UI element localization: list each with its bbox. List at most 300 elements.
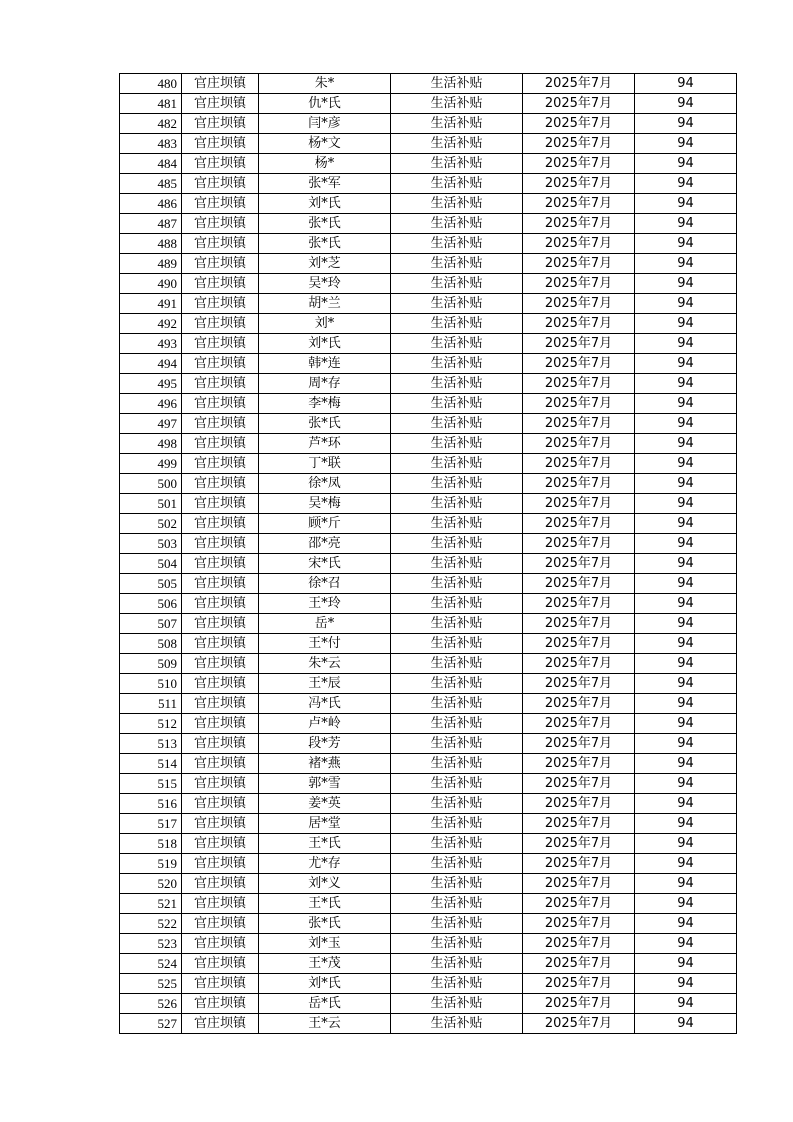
- amount-cell: 94: [635, 314, 737, 334]
- period-cell: 2025年7月: [523, 194, 635, 214]
- amount-cell: 94: [635, 234, 737, 254]
- period-cell: 2025年7月: [523, 794, 635, 814]
- recipient-name-cell: 王*氏: [259, 894, 391, 914]
- recipient-name-cell: 王*云: [259, 1014, 391, 1034]
- town-cell: 官庄坝镇: [182, 334, 259, 354]
- period-cell: 2025年7月: [523, 934, 635, 954]
- amount-cell: 94: [635, 134, 737, 154]
- town-cell: 官庄坝镇: [182, 194, 259, 214]
- row-number-cell: 516: [120, 794, 182, 814]
- period-cell: 2025年7月: [523, 654, 635, 674]
- row-number-cell: 510: [120, 674, 182, 694]
- recipient-name-cell: 褚*燕: [259, 754, 391, 774]
- period-cell: 2025年7月: [523, 774, 635, 794]
- amount-cell: 94: [635, 674, 737, 694]
- amount-cell: 94: [635, 174, 737, 194]
- subsidy-type-cell: 生活补贴: [391, 914, 523, 934]
- subsidy-type-cell: 生活补贴: [391, 654, 523, 674]
- table-row: [120, 894, 737, 914]
- amount-cell: 94: [635, 894, 737, 914]
- table-row: [120, 214, 737, 234]
- period-cell: 2025年7月: [523, 274, 635, 294]
- subsidy-type-cell: 生活补贴: [391, 214, 523, 234]
- row-number-cell: 506: [120, 594, 182, 614]
- table-row: [120, 534, 737, 554]
- period-cell: 2025年7月: [523, 734, 635, 754]
- table-row: [120, 74, 737, 94]
- subsidy-table: [119, 73, 737, 1034]
- table-row: [120, 994, 737, 1014]
- row-number-cell: 508: [120, 634, 182, 654]
- amount-cell: 94: [635, 374, 737, 394]
- table-row: [120, 454, 737, 474]
- recipient-name-cell: 徐*凤: [259, 474, 391, 494]
- recipient-name-cell: 刘*芝: [259, 254, 391, 274]
- period-cell: 2025年7月: [523, 154, 635, 174]
- subsidy-type-cell: 生活补贴: [391, 894, 523, 914]
- table-row: [120, 934, 737, 954]
- period-cell: 2025年7月: [523, 354, 635, 374]
- table-row: [120, 754, 737, 774]
- amount-cell: 94: [635, 574, 737, 594]
- table-row: [120, 94, 737, 114]
- amount-cell: 94: [635, 974, 737, 994]
- amount-cell: 94: [635, 254, 737, 274]
- table-row: [120, 494, 737, 514]
- amount-cell: 94: [635, 74, 737, 94]
- town-cell: 官庄坝镇: [182, 714, 259, 734]
- table-row: [120, 634, 737, 654]
- amount-cell: 94: [635, 694, 737, 714]
- table-row: [120, 854, 737, 874]
- amount-cell: 94: [635, 754, 737, 774]
- subsidy-type-cell: 生活补贴: [391, 514, 523, 534]
- period-cell: 2025年7月: [523, 234, 635, 254]
- recipient-name-cell: 王*辰: [259, 674, 391, 694]
- amount-cell: 94: [635, 874, 737, 894]
- town-cell: 官庄坝镇: [182, 774, 259, 794]
- amount-cell: 94: [635, 774, 737, 794]
- town-cell: 官庄坝镇: [182, 614, 259, 634]
- recipient-name-cell: 仇*氏: [259, 94, 391, 114]
- subsidy-type-cell: 生活补贴: [391, 194, 523, 214]
- recipient-name-cell: 冯*氏: [259, 694, 391, 714]
- amount-cell: 94: [635, 294, 737, 314]
- period-cell: 2025年7月: [523, 694, 635, 714]
- table-row: [120, 834, 737, 854]
- subsidy-type-cell: 生活补贴: [391, 1014, 523, 1034]
- subsidy-type-cell: 生活补贴: [391, 414, 523, 434]
- amount-cell: 94: [635, 614, 737, 634]
- town-cell: 官庄坝镇: [182, 74, 259, 94]
- recipient-name-cell: 郭*雪: [259, 774, 391, 794]
- recipient-name-cell: 岳*: [259, 614, 391, 634]
- period-cell: 2025年7月: [523, 994, 635, 1014]
- period-cell: 2025年7月: [523, 334, 635, 354]
- amount-cell: 94: [635, 914, 737, 934]
- table-row: [120, 974, 737, 994]
- subsidy-type-cell: 生活补贴: [391, 534, 523, 554]
- recipient-name-cell: 刘*玉: [259, 934, 391, 954]
- table-row: [120, 314, 737, 334]
- amount-cell: 94: [635, 194, 737, 214]
- row-number-cell: 485: [120, 174, 182, 194]
- row-number-cell: 514: [120, 754, 182, 774]
- amount-cell: 94: [635, 594, 737, 614]
- recipient-name-cell: 杨*: [259, 154, 391, 174]
- recipient-name-cell: 徐*召: [259, 574, 391, 594]
- town-cell: 官庄坝镇: [182, 554, 259, 574]
- period-cell: 2025年7月: [523, 834, 635, 854]
- amount-cell: 94: [635, 734, 737, 754]
- row-number-cell: 507: [120, 614, 182, 634]
- period-cell: 2025年7月: [523, 214, 635, 234]
- subsidy-type-cell: 生活补贴: [391, 834, 523, 854]
- row-number-cell: 496: [120, 394, 182, 414]
- subsidy-type-cell: 生活补贴: [391, 274, 523, 294]
- period-cell: 2025年7月: [523, 454, 635, 474]
- table-row: [120, 234, 737, 254]
- period-cell: 2025年7月: [523, 954, 635, 974]
- subsidy-type-cell: 生活补贴: [391, 114, 523, 134]
- row-number-cell: 505: [120, 574, 182, 594]
- amount-cell: 94: [635, 114, 737, 134]
- subsidy-type-cell: 生活补贴: [391, 814, 523, 834]
- town-cell: 官庄坝镇: [182, 294, 259, 314]
- amount-cell: 94: [635, 514, 737, 534]
- table-row: [120, 574, 737, 594]
- table-row: [120, 274, 737, 294]
- town-cell: 官庄坝镇: [182, 134, 259, 154]
- period-cell: 2025年7月: [523, 874, 635, 894]
- town-cell: 官庄坝镇: [182, 354, 259, 374]
- amount-cell: 94: [635, 934, 737, 954]
- row-number-cell: 524: [120, 954, 182, 974]
- period-cell: 2025年7月: [523, 914, 635, 934]
- period-cell: 2025年7月: [523, 534, 635, 554]
- row-number-cell: 523: [120, 934, 182, 954]
- row-number-cell: 495: [120, 374, 182, 394]
- town-cell: 官庄坝镇: [182, 154, 259, 174]
- row-number-cell: 501: [120, 494, 182, 514]
- table-row: [120, 294, 737, 314]
- recipient-name-cell: 韩*连: [259, 354, 391, 374]
- row-number-cell: 500: [120, 474, 182, 494]
- row-number-cell: 518: [120, 834, 182, 854]
- table-row: [120, 614, 737, 634]
- period-cell: 2025年7月: [523, 294, 635, 314]
- row-number-cell: 482: [120, 114, 182, 134]
- recipient-name-cell: 朱*云: [259, 654, 391, 674]
- period-cell: 2025年7月: [523, 474, 635, 494]
- amount-cell: 94: [635, 394, 737, 414]
- town-cell: 官庄坝镇: [182, 534, 259, 554]
- subsidy-type-cell: 生活补贴: [391, 734, 523, 754]
- subsidy-type-cell: 生活补贴: [391, 554, 523, 574]
- subsidy-type-cell: 生活补贴: [391, 134, 523, 154]
- recipient-name-cell: 王*氏: [259, 834, 391, 854]
- subsidy-type-cell: 生活补贴: [391, 874, 523, 894]
- table-row: [120, 154, 737, 174]
- row-number-cell: 490: [120, 274, 182, 294]
- subsidy-type-cell: 生活补贴: [391, 374, 523, 394]
- period-cell: 2025年7月: [523, 254, 635, 274]
- table-row: [120, 1014, 737, 1034]
- row-number-cell: 499: [120, 454, 182, 474]
- subsidy-type-cell: 生活补贴: [391, 934, 523, 954]
- row-number-cell: 521: [120, 894, 182, 914]
- row-number-cell: 489: [120, 254, 182, 274]
- period-cell: 2025年7月: [523, 134, 635, 154]
- amount-cell: 94: [635, 794, 737, 814]
- recipient-name-cell: 芦*环: [259, 434, 391, 454]
- town-cell: 官庄坝镇: [182, 814, 259, 834]
- row-number-cell: 493: [120, 334, 182, 354]
- row-number-cell: 526: [120, 994, 182, 1014]
- recipient-name-cell: 卢*岭: [259, 714, 391, 734]
- table-row: [120, 654, 737, 674]
- town-cell: 官庄坝镇: [182, 514, 259, 534]
- period-cell: 2025年7月: [523, 394, 635, 414]
- period-cell: 2025年7月: [523, 674, 635, 694]
- recipient-name-cell: 宋*氏: [259, 554, 391, 574]
- subsidy-type-cell: 生活补贴: [391, 334, 523, 354]
- subsidy-type-cell: 生活补贴: [391, 674, 523, 694]
- town-cell: 官庄坝镇: [182, 654, 259, 674]
- table-row: [120, 594, 737, 614]
- amount-cell: 94: [635, 714, 737, 734]
- recipient-name-cell: 张*氏: [259, 414, 391, 434]
- town-cell: 官庄坝镇: [182, 854, 259, 874]
- recipient-name-cell: 朱*: [259, 74, 391, 94]
- amount-cell: 94: [635, 474, 737, 494]
- town-cell: 官庄坝镇: [182, 994, 259, 1014]
- period-cell: 2025年7月: [523, 854, 635, 874]
- table-row: [120, 714, 737, 734]
- table-row: [120, 874, 737, 894]
- period-cell: 2025年7月: [523, 814, 635, 834]
- period-cell: 2025年7月: [523, 114, 635, 134]
- row-number-cell: 484: [120, 154, 182, 174]
- row-number-cell: 509: [120, 654, 182, 674]
- recipient-name-cell: 岳*氏: [259, 994, 391, 1014]
- row-number-cell: 517: [120, 814, 182, 834]
- subsidy-type-cell: 生活补贴: [391, 454, 523, 474]
- row-number-cell: 498: [120, 434, 182, 454]
- amount-cell: 94: [635, 274, 737, 294]
- row-number-cell: 525: [120, 974, 182, 994]
- recipient-name-cell: 刘*氏: [259, 194, 391, 214]
- subsidy-type-cell: 生活补贴: [391, 794, 523, 814]
- subsidy-type-cell: 生活补贴: [391, 974, 523, 994]
- amount-cell: 94: [635, 994, 737, 1014]
- town-cell: 官庄坝镇: [182, 634, 259, 654]
- subsidy-type-cell: 生活补贴: [391, 774, 523, 794]
- row-number-cell: 527: [120, 1014, 182, 1034]
- subsidy-type-cell: 生活补贴: [391, 474, 523, 494]
- recipient-name-cell: 闫*彦: [259, 114, 391, 134]
- subsidy-type-cell: 生活补贴: [391, 94, 523, 114]
- row-number-cell: 486: [120, 194, 182, 214]
- recipient-name-cell: 段*芳: [259, 734, 391, 754]
- amount-cell: 94: [635, 334, 737, 354]
- town-cell: 官庄坝镇: [182, 934, 259, 954]
- recipient-name-cell: 胡*兰: [259, 294, 391, 314]
- row-number-cell: 513: [120, 734, 182, 754]
- table-row: [120, 474, 737, 494]
- subsidy-type-cell: 生活补贴: [391, 354, 523, 374]
- amount-cell: 94: [635, 954, 737, 974]
- town-cell: 官庄坝镇: [182, 754, 259, 774]
- table-row: [120, 334, 737, 354]
- recipient-name-cell: 顾*斤: [259, 514, 391, 534]
- town-cell: 官庄坝镇: [182, 1014, 259, 1034]
- row-number-cell: 480: [120, 74, 182, 94]
- amount-cell: 94: [635, 654, 737, 674]
- row-number-cell: 491: [120, 294, 182, 314]
- recipient-name-cell: 周*存: [259, 374, 391, 394]
- amount-cell: 94: [635, 1014, 737, 1034]
- period-cell: 2025年7月: [523, 514, 635, 534]
- table-row: [120, 134, 737, 154]
- table-row: [120, 554, 737, 574]
- table-row: [120, 734, 737, 754]
- table-row: [120, 914, 737, 934]
- town-cell: 官庄坝镇: [182, 174, 259, 194]
- period-cell: 2025年7月: [523, 434, 635, 454]
- town-cell: 官庄坝镇: [182, 954, 259, 974]
- recipient-name-cell: 刘*氏: [259, 974, 391, 994]
- row-number-cell: 488: [120, 234, 182, 254]
- period-cell: 2025年7月: [523, 1014, 635, 1034]
- period-cell: 2025年7月: [523, 94, 635, 114]
- town-cell: 官庄坝镇: [182, 574, 259, 594]
- row-number-cell: 520: [120, 874, 182, 894]
- period-cell: 2025年7月: [523, 754, 635, 774]
- row-number-cell: 511: [120, 694, 182, 714]
- amount-cell: 94: [635, 154, 737, 174]
- row-number-cell: 483: [120, 134, 182, 154]
- recipient-name-cell: 张*氏: [259, 214, 391, 234]
- subsidy-type-cell: 生活补贴: [391, 714, 523, 734]
- period-cell: 2025年7月: [523, 374, 635, 394]
- amount-cell: 94: [635, 354, 737, 374]
- town-cell: 官庄坝镇: [182, 874, 259, 894]
- subsidy-type-cell: 生活补贴: [391, 154, 523, 174]
- town-cell: 官庄坝镇: [182, 414, 259, 434]
- recipient-name-cell: 刘*氏: [259, 334, 391, 354]
- row-number-cell: 515: [120, 774, 182, 794]
- period-cell: 2025年7月: [523, 894, 635, 914]
- table-row: [120, 114, 737, 134]
- table-row: [120, 374, 737, 394]
- recipient-name-cell: 姜*英: [259, 794, 391, 814]
- row-number-cell: 522: [120, 914, 182, 934]
- subsidy-type-cell: 生活补贴: [391, 954, 523, 974]
- table-row: [120, 254, 737, 274]
- town-cell: 官庄坝镇: [182, 474, 259, 494]
- subsidy-type-cell: 生活补贴: [391, 294, 523, 314]
- recipient-name-cell: 杨*文: [259, 134, 391, 154]
- subsidy-type-cell: 生活补贴: [391, 574, 523, 594]
- town-cell: 官庄坝镇: [182, 794, 259, 814]
- period-cell: 2025年7月: [523, 74, 635, 94]
- town-cell: 官庄坝镇: [182, 734, 259, 754]
- amount-cell: 94: [635, 814, 737, 834]
- recipient-name-cell: 张*氏: [259, 914, 391, 934]
- subsidy-type-cell: 生活补贴: [391, 594, 523, 614]
- subsidy-type-cell: 生活补贴: [391, 74, 523, 94]
- amount-cell: 94: [635, 494, 737, 514]
- amount-cell: 94: [635, 94, 737, 114]
- town-cell: 官庄坝镇: [182, 94, 259, 114]
- amount-cell: 94: [635, 554, 737, 574]
- town-cell: 官庄坝镇: [182, 394, 259, 414]
- recipient-name-cell: 丁*联: [259, 454, 391, 474]
- period-cell: 2025年7月: [523, 574, 635, 594]
- town-cell: 官庄坝镇: [182, 894, 259, 914]
- period-cell: 2025年7月: [523, 494, 635, 514]
- recipient-name-cell: 吴*梅: [259, 494, 391, 514]
- table-row: [120, 694, 737, 714]
- period-cell: 2025年7月: [523, 594, 635, 614]
- subsidy-type-cell: 生活补贴: [391, 754, 523, 774]
- row-number-cell: 512: [120, 714, 182, 734]
- table-row: [120, 954, 737, 974]
- recipient-name-cell: 王*茂: [259, 954, 391, 974]
- subsidy-type-cell: 生活补贴: [391, 694, 523, 714]
- table-row: [120, 814, 737, 834]
- recipient-name-cell: 王*玲: [259, 594, 391, 614]
- town-cell: 官庄坝镇: [182, 694, 259, 714]
- amount-cell: 94: [635, 434, 737, 454]
- amount-cell: 94: [635, 834, 737, 854]
- recipient-name-cell: 李*梅: [259, 394, 391, 414]
- town-cell: 官庄坝镇: [182, 974, 259, 994]
- town-cell: 官庄坝镇: [182, 494, 259, 514]
- town-cell: 官庄坝镇: [182, 214, 259, 234]
- row-number-cell: 504: [120, 554, 182, 574]
- recipient-name-cell: 邵*亮: [259, 534, 391, 554]
- town-cell: 官庄坝镇: [182, 274, 259, 294]
- recipient-name-cell: 张*氏: [259, 234, 391, 254]
- subsidy-type-cell: 生活补贴: [391, 634, 523, 654]
- table-row: [120, 794, 737, 814]
- subsidy-type-cell: 生活补贴: [391, 494, 523, 514]
- period-cell: 2025年7月: [523, 174, 635, 194]
- subsidy-type-cell: 生活补贴: [391, 174, 523, 194]
- amount-cell: 94: [635, 414, 737, 434]
- row-number-cell: 503: [120, 534, 182, 554]
- town-cell: 官庄坝镇: [182, 454, 259, 474]
- town-cell: 官庄坝镇: [182, 314, 259, 334]
- town-cell: 官庄坝镇: [182, 234, 259, 254]
- subsidy-type-cell: 生活补贴: [391, 994, 523, 1014]
- town-cell: 官庄坝镇: [182, 374, 259, 394]
- recipient-name-cell: 尤*存: [259, 854, 391, 874]
- table-row: [120, 774, 737, 794]
- subsidy-type-cell: 生活补贴: [391, 314, 523, 334]
- subsidy-type-cell: 生活补贴: [391, 394, 523, 414]
- table-row: [120, 514, 737, 534]
- period-cell: 2025年7月: [523, 714, 635, 734]
- recipient-name-cell: 刘*义: [259, 874, 391, 894]
- table-row: [120, 414, 737, 434]
- subsidy-type-cell: 生活补贴: [391, 234, 523, 254]
- town-cell: 官庄坝镇: [182, 914, 259, 934]
- town-cell: 官庄坝镇: [182, 254, 259, 274]
- town-cell: 官庄坝镇: [182, 834, 259, 854]
